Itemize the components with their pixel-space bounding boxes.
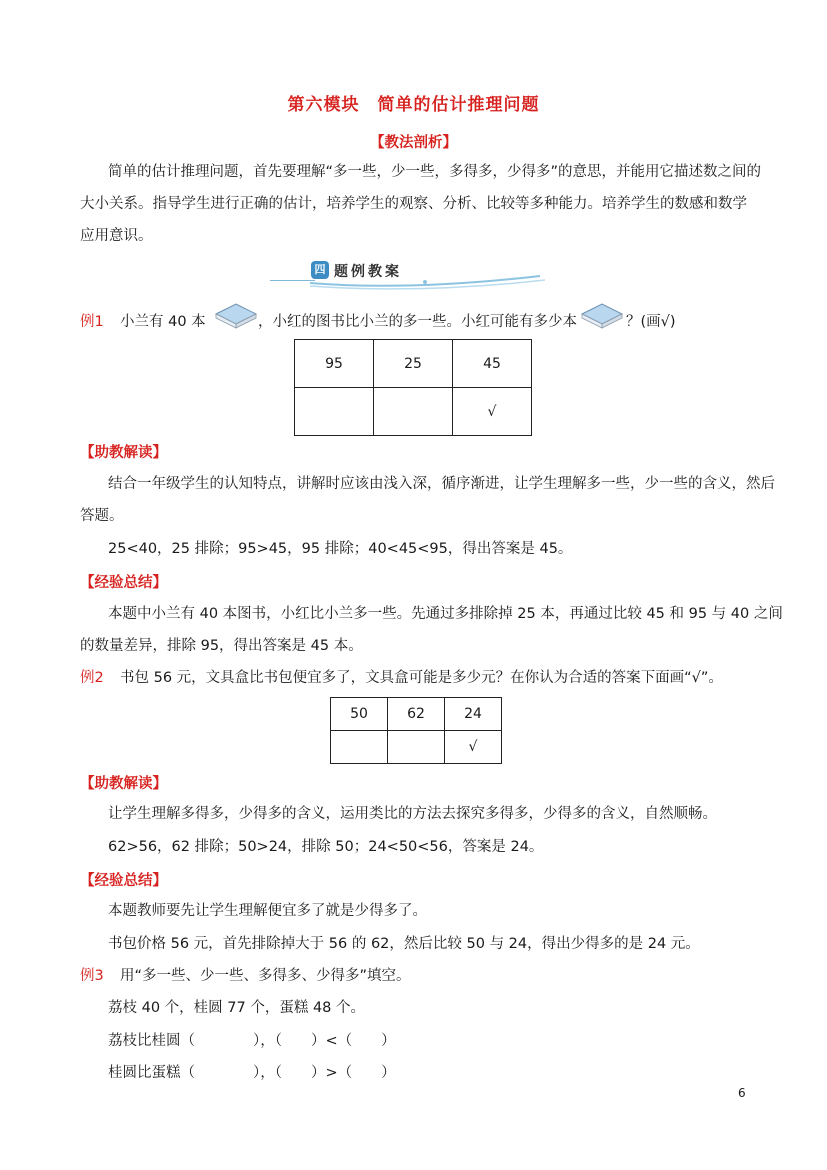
intro-line-3: 应用意识。 bbox=[80, 228, 153, 244]
help-line-1: 结合一年级学生的认知特点，讲解时应该由浅入深，循序渐进，让学生理解多一些，少一些的含义，然后 bbox=[108, 476, 775, 492]
page-title: 第六模块 简单的估计推理问题 bbox=[287, 95, 540, 115]
example-3-label: 例3 bbox=[80, 968, 104, 984]
experience-header-2: 【经验总结】 bbox=[80, 873, 167, 889]
example-2-text: 书包 56 元，文具盒比书包便宜多了，文具盒可能是多少元？在你认为合适的答案下面画“√”。 bbox=[120, 670, 723, 686]
table-cell-mark bbox=[374, 388, 453, 436]
table-cell-value: 62 bbox=[388, 698, 445, 731]
example-3-text: 用“多一些、少一些、多得多、少得多”填空。 bbox=[120, 968, 411, 984]
example-1-text-b: ，小红的图书比小兰的多一些。小红可能有多少本 bbox=[258, 314, 577, 330]
example-2-label: 例2 bbox=[80, 670, 104, 686]
table-cell-mark bbox=[331, 731, 388, 764]
help-2: 让学生理解多得多，少得多的含义，运用类比的方法去探究多得多，少得多的含义，自然顺畅。 bbox=[108, 806, 717, 822]
table-cell-mark bbox=[295, 388, 374, 436]
example-2-answer-table bbox=[330, 697, 502, 764]
experience-2-line-2: 书包价格 56 元，首先排除掉大于 56 的 62，然后比较 50 与 24，得出少得多的是 24 元。 bbox=[108, 936, 700, 952]
table-cell-mark bbox=[388, 731, 445, 764]
example-3-fill-line-2: 桂圆比蛋糕（ ），（ ）>（ ） bbox=[108, 1065, 396, 1081]
experience-line-1: 本题中小兰有 40 本图书，小红比小兰多一些。先通过多排除掉 25 本，再通过比较 45 和 95 与 40 之间 bbox=[108, 606, 783, 622]
banner-badge-icon bbox=[311, 261, 329, 279]
help-header-1: 【助教解读】 bbox=[80, 445, 167, 461]
example-1-label: 例1 bbox=[80, 314, 104, 330]
solution-2: 62>56，62 排除；50>24，排除 50；24<50<56，答案是 24。 bbox=[108, 839, 544, 855]
table-cell-value: 25 bbox=[374, 340, 453, 388]
table-cell-value: 50 bbox=[331, 698, 388, 731]
table-cell-value: 24 bbox=[445, 698, 502, 731]
table-cell-mark: √ bbox=[445, 731, 502, 764]
table-cell-value: 45 bbox=[453, 340, 532, 388]
example-3-data: 荔枝 40 个，桂圆 77 个，蛋糕 48 个。 bbox=[108, 1000, 366, 1016]
example-1-text-a: 小兰有 40 本 bbox=[120, 314, 206, 330]
intro-line-1: 简单的估计推理问题，首先要理解“多一些，少一些，多得多，少得多”的意思，并能用它描述数之间的 bbox=[108, 164, 762, 180]
help-line-2: 答题。 bbox=[80, 508, 124, 524]
table-cell-value: 95 bbox=[295, 340, 374, 388]
example-3-fill-line-1: 荔枝比桂圆（ ），（ ）<（ ） bbox=[108, 1033, 396, 1049]
page-number: 6 bbox=[738, 1086, 746, 1100]
intro-line-2: 大小关系。指导学生进行正确的估计，培养学生的观察、分析、比较等多种能力。培养学生的数感和数学 bbox=[80, 196, 747, 212]
book-icon bbox=[212, 300, 260, 330]
experience-header-1: 【经验总结】 bbox=[80, 575, 167, 591]
example-1-answer-table bbox=[294, 339, 532, 436]
banner-text: 题例教案 bbox=[334, 264, 402, 280]
example-1-text-c: ？(画√) bbox=[626, 314, 676, 330]
book-icon-2 bbox=[578, 300, 626, 330]
banner-badge-label: 四 bbox=[314, 263, 326, 276]
table-cell-mark: √ bbox=[453, 388, 532, 436]
solution-1: 25<40，25 排除；95>45，95 排除；40<45<95，得出答案是 45。 bbox=[108, 541, 573, 557]
experience-2-line-1: 本题教师要先让学生理解便宜多了就是少得多了。 bbox=[108, 903, 427, 919]
section-banner bbox=[270, 258, 550, 290]
section-header-method: 【教法剖析】 bbox=[370, 135, 457, 151]
help-header-2: 【助教解读】 bbox=[80, 776, 167, 792]
experience-line-2: 的数量差异，排除 95，得出答案是 45 本。 bbox=[80, 638, 363, 654]
